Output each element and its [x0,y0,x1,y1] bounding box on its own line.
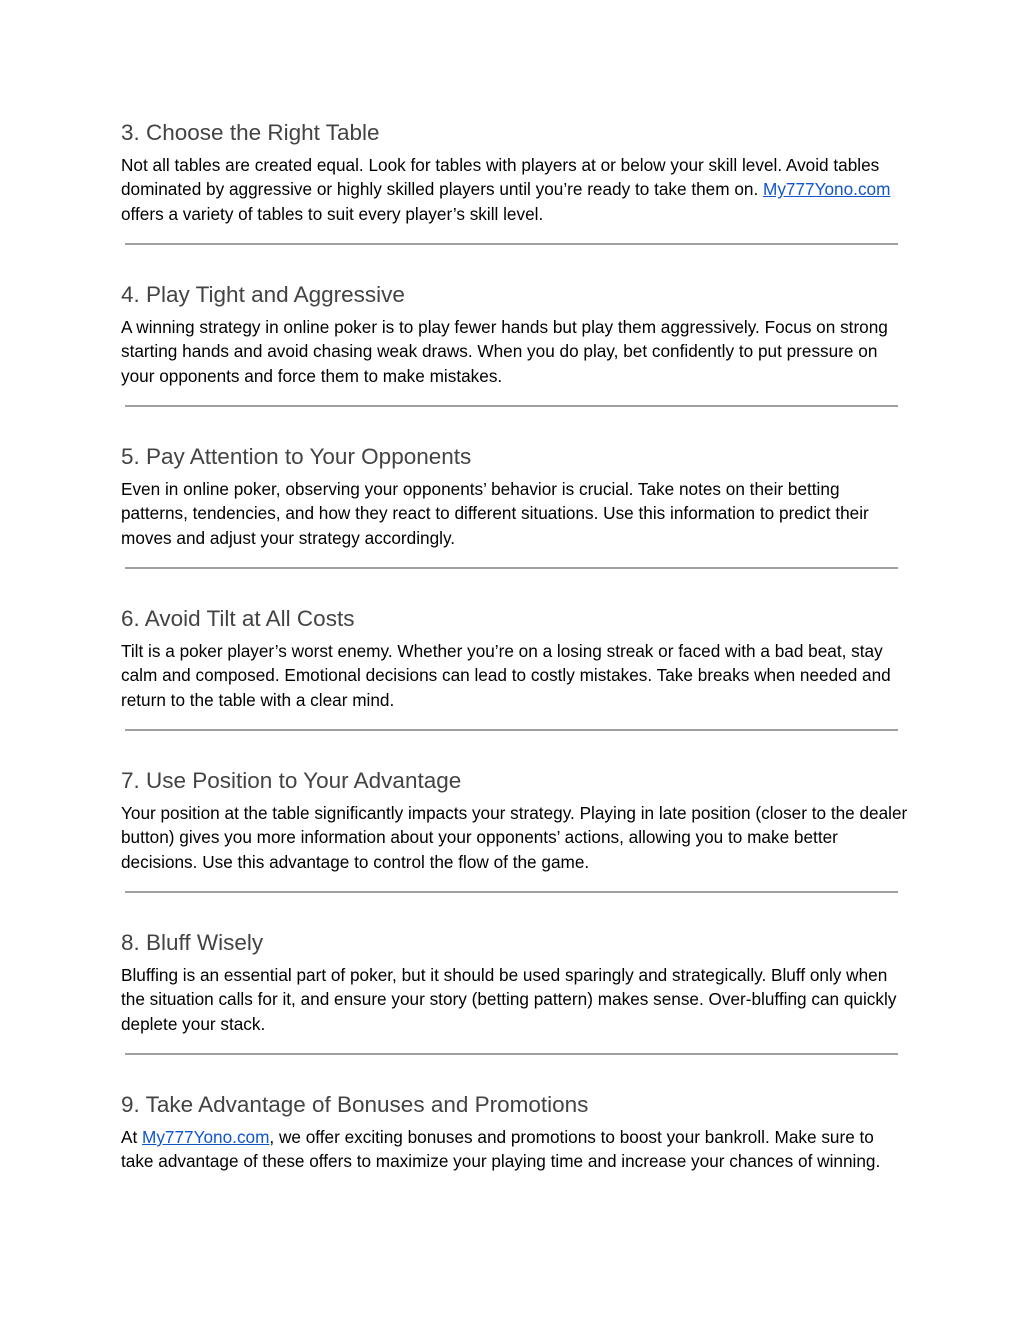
section-avoid-tilt [121,603,906,765]
section-heading: 9. Take Advantage of Bonuses and Promotions [121,1092,589,1117]
horizontal-rule [125,567,898,569]
section-body: Your position at the table significantly impacts your strategy. Playing in late position (closer to the dealer button) gives you more information about your opponents’ actions, allowing you to make better decisions. Use this advantage to control the flow of the game. [121,803,908,872]
horizontal-rule [125,243,898,245]
section-opponents [121,441,906,603]
section-heading: 8. Bluff Wisely [121,930,264,955]
section-body: Tilt is a poker player’s worst enemy. Whether you’re on a losing streak or faced with a bad beat, stay calm and composed. Emotional decisions can lead to costly mistakes. Take breaks when needed and return to the table with a clear mind. [121,641,891,710]
section-body [121,153,911,226]
my777yono-link[interactable]: My777Yono.com [142,1127,270,1147]
horizontal-rule [125,405,898,407]
section-body [121,1125,911,1174]
section-heading: 7. Use Position to Your Advantage [121,768,462,793]
section-body: Bluffing is an essential part of poker, but it should be used sparingly and strategically. Bluff only when the situation calls for it, and ensure your story (betting pattern) makes sense. Over-bluffing can quickly deplete your stack. [121,965,897,1034]
horizontal-rule [125,891,898,893]
horizontal-rule [125,729,898,731]
body-text: Not all tables are created equal. Look for tables with players at or below your skill level. Avoid tables dominated by aggressive or highly skilled players until you’re ready to take them on. [121,155,880,200]
section-choose-table [121,117,906,279]
section-bluff [121,927,906,1089]
section-heading: 5. Pay Attention to Your Opponents [121,444,472,469]
section-position [121,765,906,927]
horizontal-rule [125,1053,898,1055]
section-tight-aggressive [121,279,906,441]
body-text: At [121,1127,143,1147]
body-text: offers a variety of tables to suit every player’s skill level. [121,203,544,224]
section-heading: 3. Choose the Right Table [121,120,380,145]
body-text: , we offer exciting bonuses and promotions to boost your bankroll. Make sure to take advantage of these offers to maximize your playing time and increase your chances of winning. [121,1127,881,1172]
section-heading: 4. Play Tight and Aggressive [121,282,405,307]
my777yono-link[interactable]: My777Yono.com [763,179,891,200]
section-bonuses [121,1089,906,1251]
section-body: Even in online poker, observing your opponents’ behavior is crucial. Take notes on their betting patterns, tendencies, and how they react to different situations. Use this information to predict their moves and adjust your strategy accordingly. [121,479,869,548]
section-body: A winning strategy in online poker is to play fewer hands but play them aggressively. Focus on strong starting hands and avoid chasing weak draws. When you do play, bet confidently to put pressure on your opponents and force them to make mistakes. [121,317,888,386]
document-page [121,117,906,1251]
section-heading: 6. Avoid Tilt at All Costs [121,606,355,631]
